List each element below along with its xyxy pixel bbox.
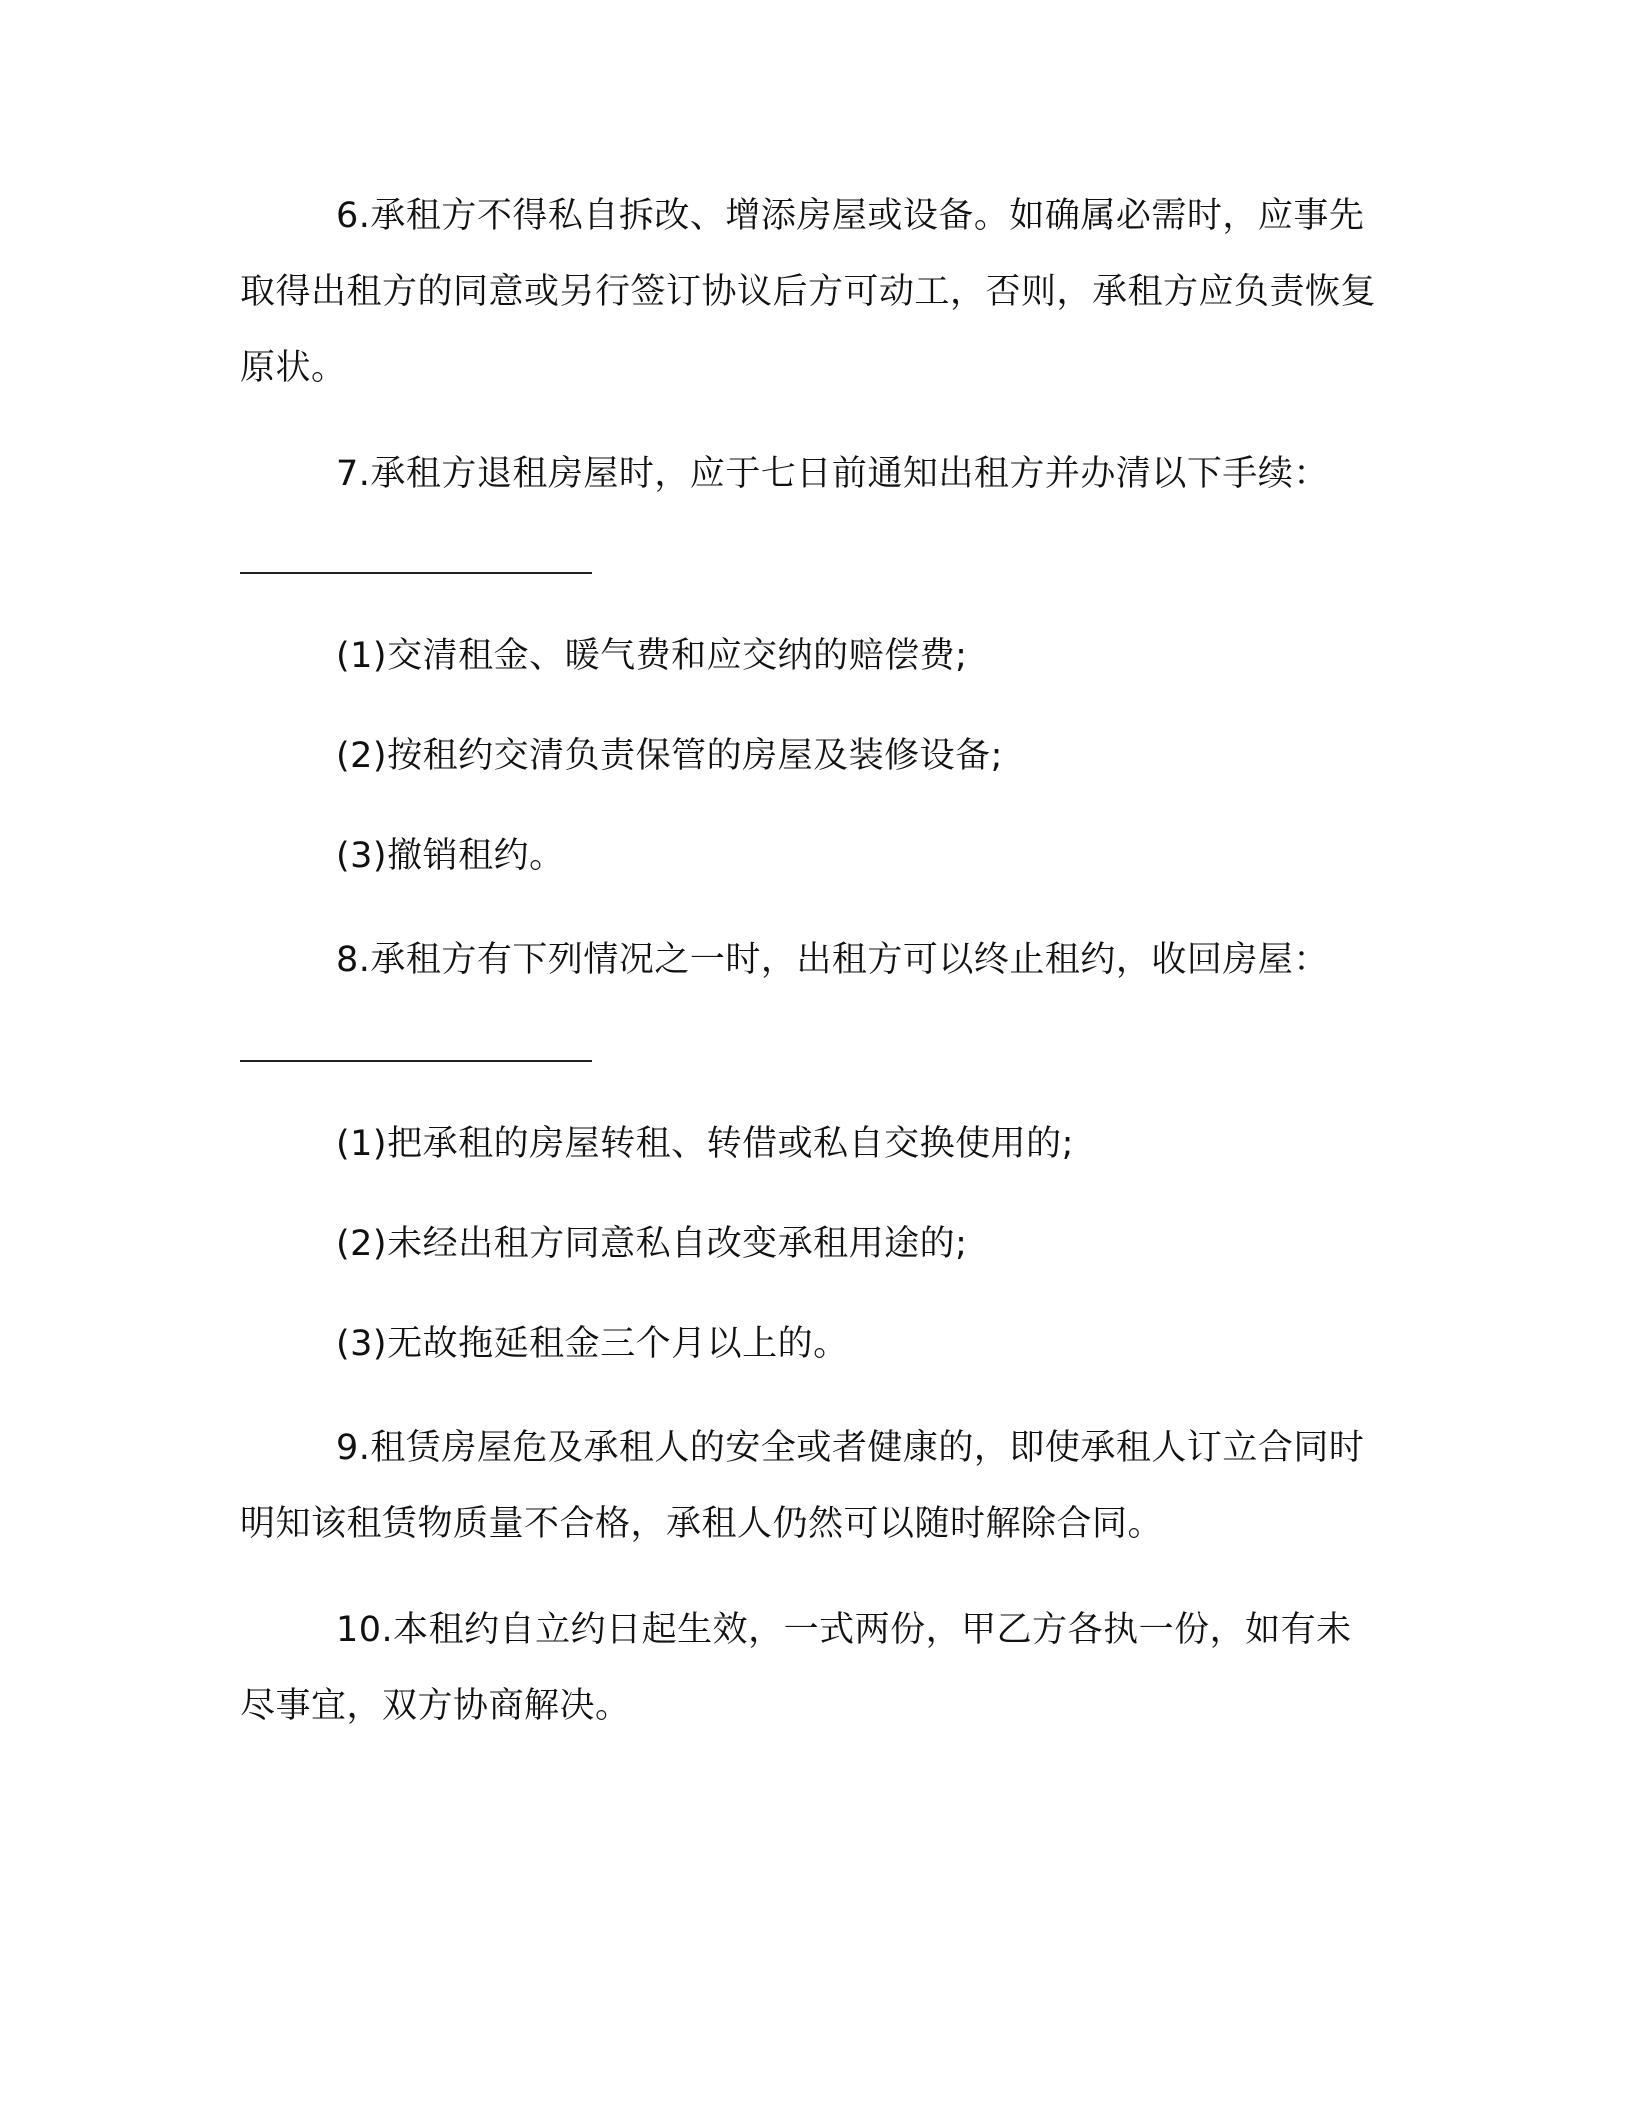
clause-8-item-1: (1)把承租的房屋转租、转借或私自交换使用的; — [336, 1124, 1074, 1164]
clause-8-item-2: (2)未经出租方同意私自改变承租用途的; — [336, 1224, 968, 1264]
clause-7-item-2: (2)按租约交清负责保管的房屋及装修设备; — [336, 736, 1003, 776]
clause-6: 6.承租方不得私自拆改、增添房屋或设备。如确属必需时，应事先取得出租方的同意或另行签订协议后方可动工，否则，承租方应负责恢复原状。 — [240, 196, 1377, 388]
blank-fill-line — [240, 572, 592, 574]
clause-8-item-3: (3)无故拖延租金三个月以上的。 — [336, 1324, 849, 1364]
clause-7-item-1: (1)交清租金、暖气费和应交纳的赔偿费; — [336, 636, 968, 676]
blank-fill-line — [240, 1060, 592, 1062]
clause-9: 9.租赁房屋危及承租人的安全或者健康的，即使承租人订立合同时明知该租赁物质量不合格，承租人仍然可以随时解除合同。 — [240, 1428, 1365, 1544]
clause-10: 10.本租约自立约日起生效，一式两份，甲乙方各执一份，如有未尽事宜，双方协商解决。 — [240, 1610, 1352, 1726]
clause-7: 7.承租方退租房屋时，应于七日前通知出租方并办清以下手续： — [336, 454, 1329, 494]
clause-8: 8.承租方有下列情况之一时，出租方可以终止租约，收回房屋： — [336, 940, 1329, 980]
clause-7-item-3: (3)撤销租约。 — [336, 836, 565, 876]
